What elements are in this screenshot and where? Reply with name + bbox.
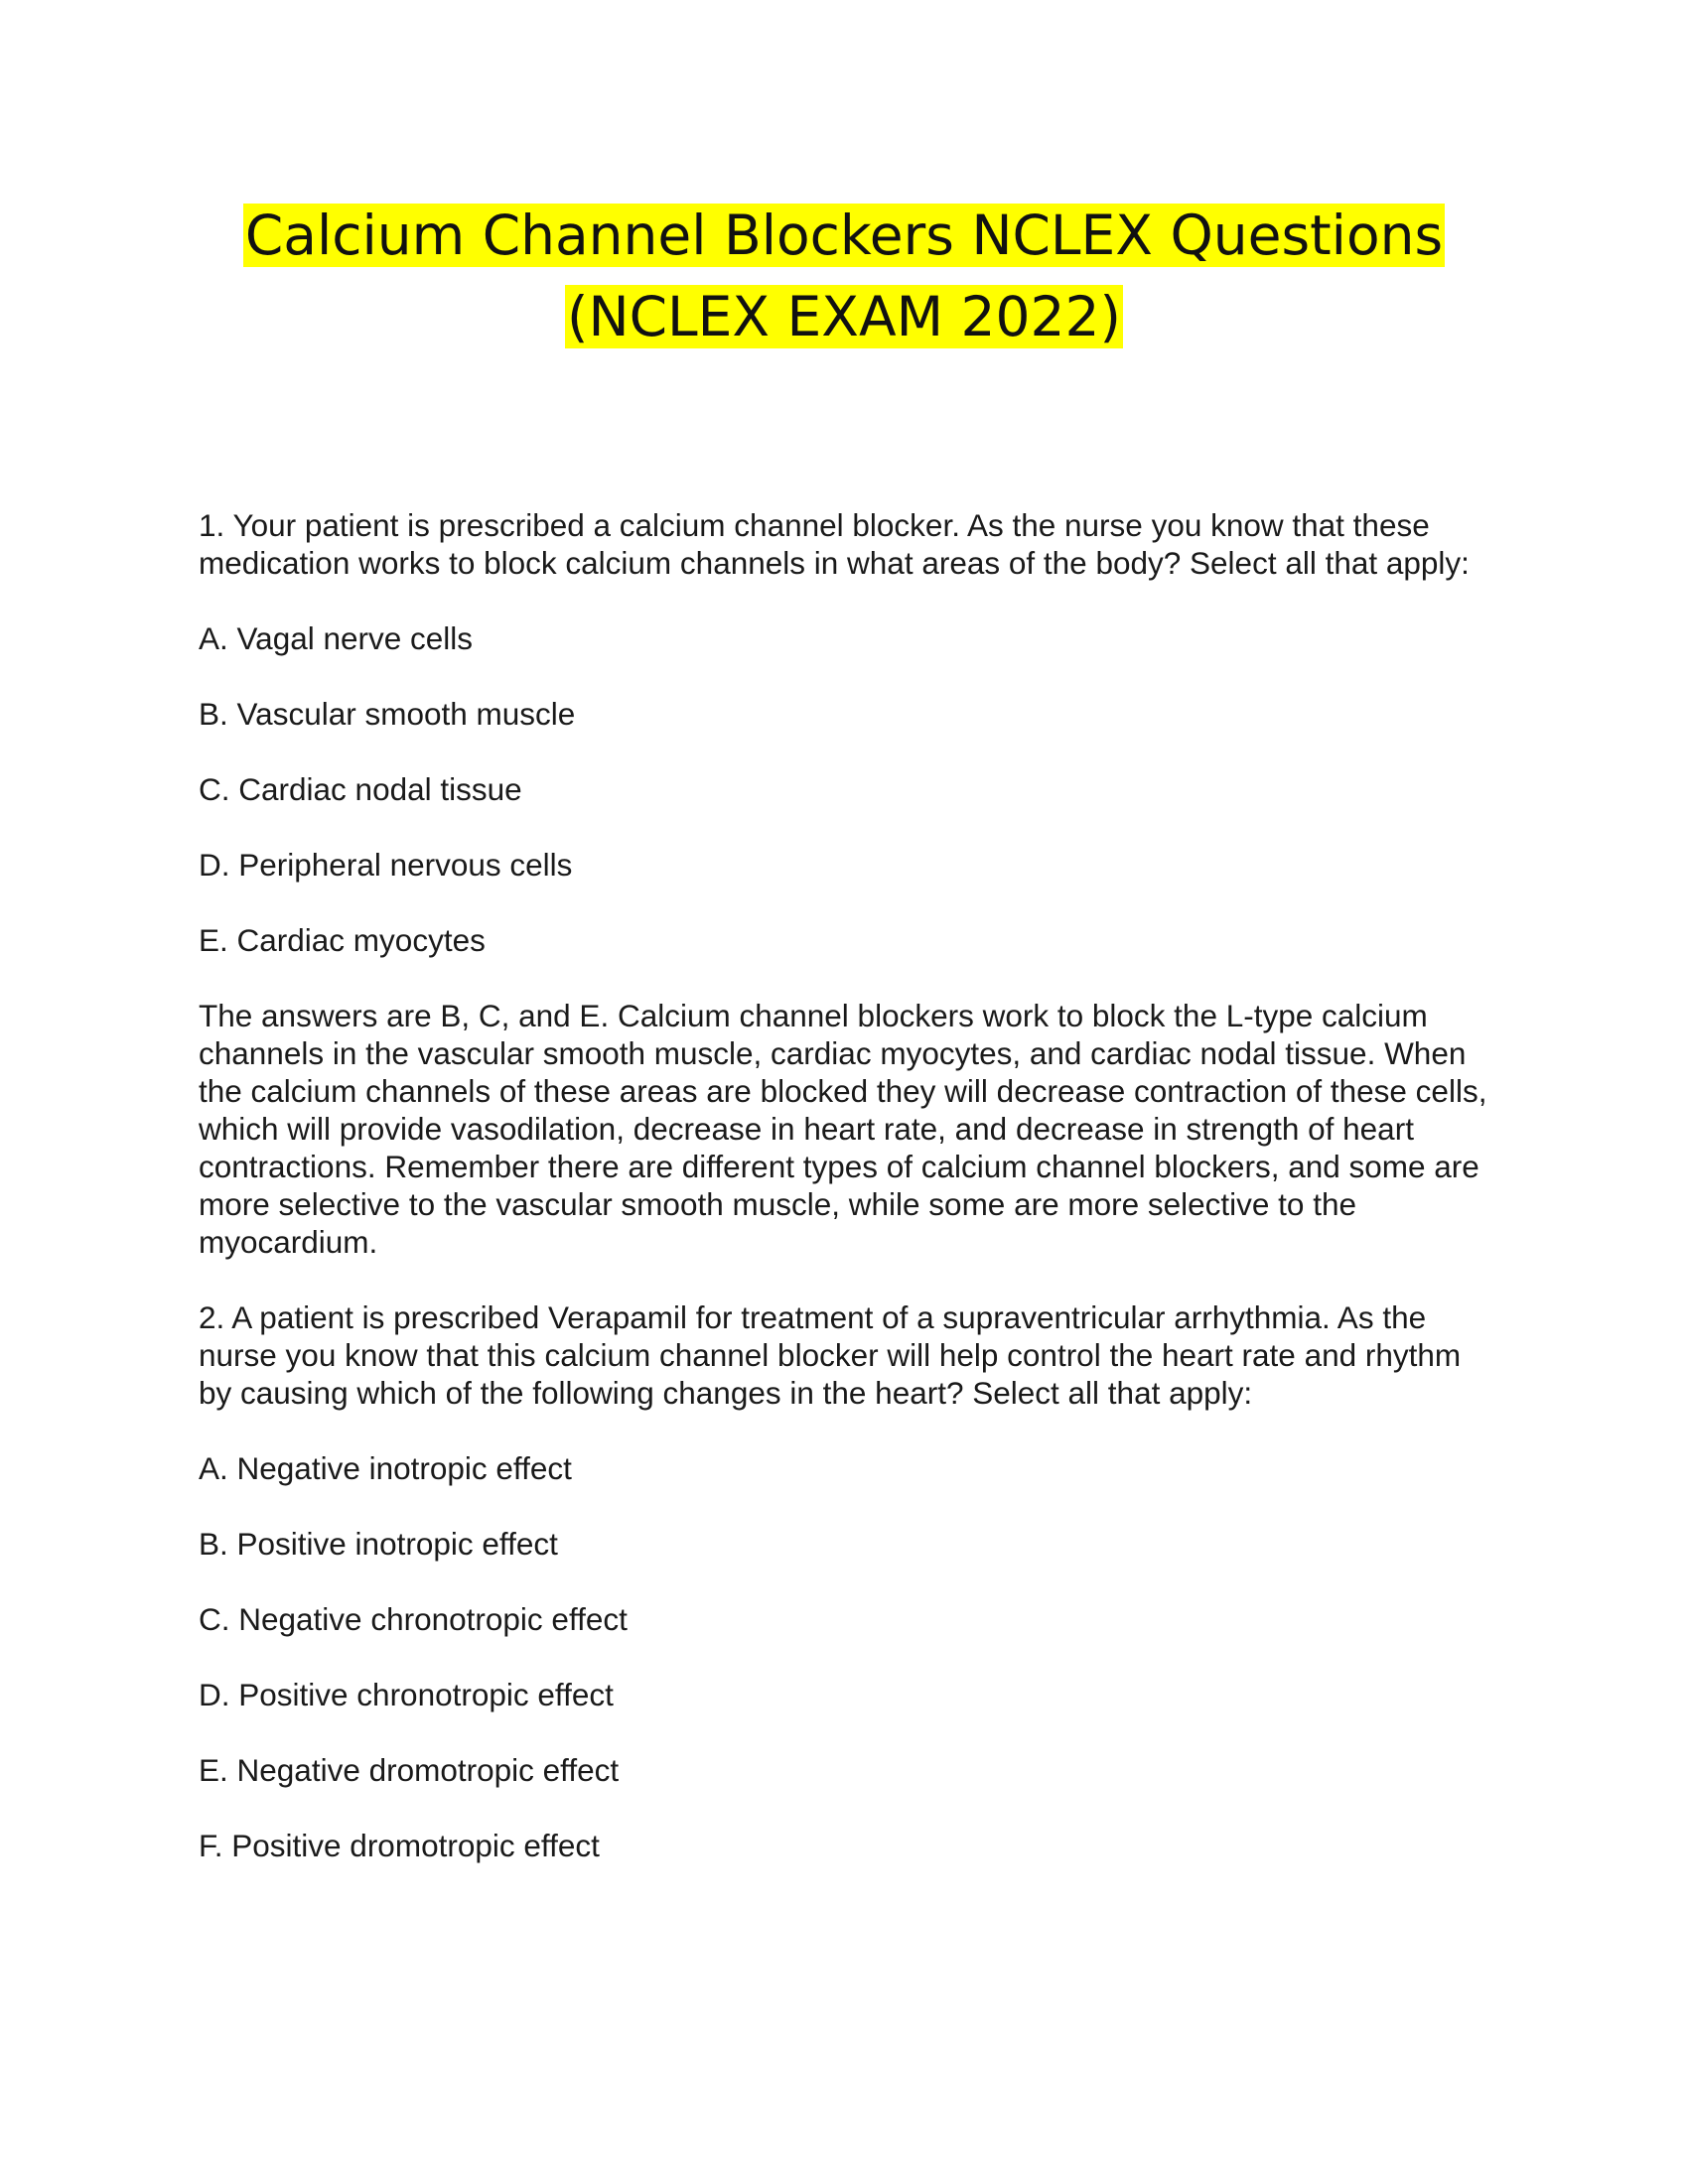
question-1 — [199, 506, 1499, 1261]
question-1-option-b: B. Vascular smooth muscle — [199, 696, 576, 732]
title-line-1: Calcium Channel Blockers NCLEX Questions — [244, 204, 1444, 267]
question-2-option-d: D. Positive chronotropic effect — [199, 1677, 614, 1712]
page-title — [0, 195, 1688, 357]
question-2-prompt: 2. A patient is prescribed Verapamil for treatment of a supraventricular arrhythmia. As the nurse you know that this calcium channel blocker will help control the heart rate and rhythm by causing which of the following changes in the heart? Select all that apply: — [199, 1299, 1462, 1411]
question-2-option-b: B. Positive inotropic effect — [199, 1526, 558, 1562]
title-line-2: (NCLEX EXAM 2022) — [567, 285, 1121, 348]
question-2-option-c: C. Negative chronotropic effect — [199, 1601, 628, 1637]
question-1-option-a: A. Vagal nerve cells — [199, 620, 474, 656]
title-line-2-wrapper — [0, 276, 1688, 357]
question-2 — [199, 1298, 1499, 1864]
title-line-1-wrapper — [0, 195, 1688, 276]
question-2-option-e: E. Negative dromotropic effect — [199, 1752, 620, 1788]
question-1-option-c: C. Cardiac nodal tissue — [199, 771, 522, 807]
question-1-option-d: D. Peripheral nervous cells — [199, 847, 573, 883]
question-2-option-a: A. Negative inotropic effect — [199, 1450, 572, 1486]
question-2-option-f: F. Positive dromotropic effect — [199, 1828, 600, 1863]
question-1-option-e: E. Cardiac myocytes — [199, 922, 486, 958]
question-1-prompt: 1. Your patient is prescribed a calcium channel blocker. As the nurse you know that these medication works to block calcium channels in what areas of the body? Select all that apply: — [199, 507, 1470, 581]
question-1-answer-explanation: The answers are B, C, and E. Calcium channel blockers work to block the L-type calcium channels in the vascular smooth muscle, cardiac myocytes, and cardiac nodal tissue. When the calcium channels of these areas are blocked they will decrease contraction of these cells, which will provide vasodilation, decrease in heart rate, and decrease in strength of heart contractions. Remember there are different types of calcium channel blockers, and some are more selective to the vascular smooth muscle, while some are more selective to the myocardium. — [199, 998, 1487, 1260]
document-body — [199, 506, 1499, 1902]
